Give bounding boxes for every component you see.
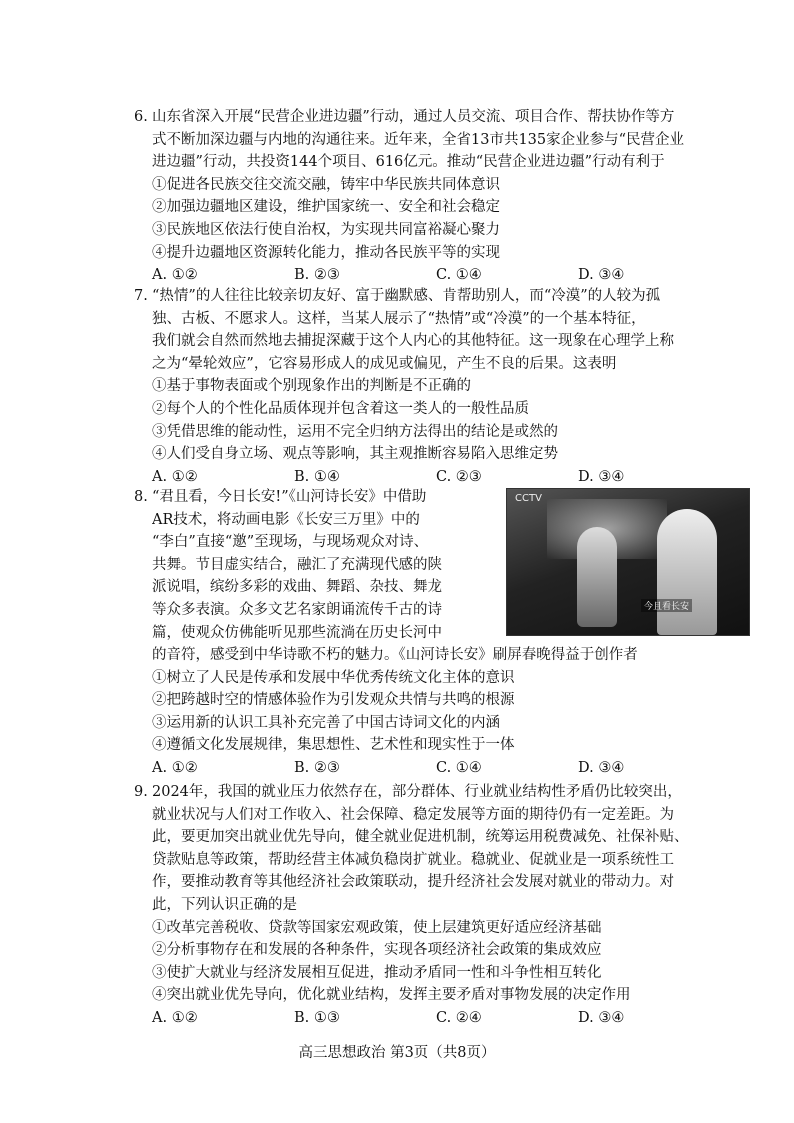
stem-line: 的音符，感受到中华诗歌不朽的魅力。《山河诗长安》刷屏春晚得益于创作者: [152, 647, 638, 663]
statement-item: ②把跨越时空的情感体验作为引发观众共情与共鸣的根源: [152, 692, 515, 709]
stem-line: 共舞。节目虚实结合，融汇了充满现代感的陕: [152, 556, 442, 573]
statement-item: ②加强边疆地区建设，维护国家统一、安全和社会稳定: [152, 199, 500, 216]
stem-line: 此，要更加突出就业优先导向，健全就业促进机制，统筹运用税费减免、社保补贴、: [152, 829, 689, 846]
option-b[interactable]: B. ②③: [294, 759, 340, 776]
tv-logo: CCTV: [515, 493, 542, 504]
stem-line: 之为“晕轮效应”，它容易形成人的成见或偏见，产生不良的后果。这表明: [152, 355, 617, 372]
option-c[interactable]: C. ②③: [436, 468, 482, 485]
option-c[interactable]: C. ①④: [436, 759, 482, 776]
photo-caption: 今且看长安: [641, 599, 692, 612]
statement-item: ①促进各民族交往交流交融，铸牢中华民族共同体意识: [152, 176, 500, 193]
stem-line: 就业状况与人们对工作收入、社会保障、稳定发展等方面的期待仍有一定差距。为: [152, 806, 674, 823]
question-7: [134, 285, 752, 488]
option-d[interactable]: D. ③④: [578, 468, 625, 485]
question-number: 9.: [134, 784, 148, 800]
statement-item: ④突出就业优先导向，优化就业结构，发挥主要矛盾对事物发展的决定作用: [152, 987, 631, 1004]
stem-line: 进边疆”行动，共投资144个项目、616亿元。推动“民营企业进边疆”行动有利于: [152, 154, 665, 171]
stem-line: 篇，使观众仿佛能听见那些流淌在历史长河中: [152, 624, 442, 641]
question-number: 7.: [134, 288, 148, 304]
stem-line: 此，下列认识正确的是: [152, 896, 297, 913]
statement-item: ④遵循文化发展规律，集思想性、艺术性和现实性于一体: [152, 737, 515, 754]
option-a[interactable]: A. ①②: [152, 468, 198, 485]
stem-line: 贷款贴息等政策，帮助经营主体减负稳岗扩就业。稳就业、促就业是一项系统性工: [152, 851, 674, 868]
statement-item: ①树立了人民是传承和发展中华优秀传统文化主体的意识: [152, 669, 515, 686]
answer-options: [152, 1007, 752, 1029]
page-footer: 高三思想政治 第3页（共8页）: [298, 1045, 496, 1061]
option-c[interactable]: C. ②④: [436, 1009, 482, 1026]
stem-line: 作，要推动教育等其他经济社会政策联动，提升经济社会发展对就业的带动力。对: [152, 874, 674, 891]
option-d[interactable]: D. ③④: [578, 759, 625, 776]
statement-item: ④提升边疆地区资源转化能力，推动各民族平等的实现: [152, 244, 500, 261]
stem-line: 式不断加深边疆与内地的沟通往来。近年来，全省13市共135家企业参与“民营企业: [152, 131, 685, 148]
performer-figure: [577, 527, 617, 627]
question-number: 6.: [134, 109, 148, 125]
stem-line: “热情”的人往往比较亲切友好、富于幽默感、肯帮助别人，而“冷漠”的人较为孤: [152, 288, 661, 304]
option-d[interactable]: D. ③④: [578, 267, 625, 284]
stem-line: 独、古板、不愿求人。这样，当某人展示了“热情”或“冷漠”的一个基本特征，: [152, 310, 646, 327]
question-number: 8.: [134, 489, 148, 505]
option-a[interactable]: A. ①②: [152, 1009, 198, 1026]
question-8-continued: [152, 644, 752, 779]
statement-item: ③凭借思维的能动性，运用不完全归纳方法得出的结论是或然的: [152, 423, 558, 440]
statement-item: ②每个人的个性化品质体现并包含着这一类人的一般性品质: [152, 400, 529, 417]
question-9: [134, 781, 752, 1029]
answer-options: [152, 264, 752, 286]
option-a[interactable]: A. ①②: [152, 267, 198, 284]
option-d[interactable]: D. ③④: [578, 1009, 625, 1026]
statement-item: ③使扩大就业与经济发展相互促进，推动矛盾同一性和斗争性相互转化: [152, 964, 602, 981]
stage-performance-photo: [506, 488, 750, 636]
option-c[interactable]: C. ①④: [436, 267, 482, 284]
stem-line: “李白”直接“邀”至现场，与现场观众对诗、: [152, 534, 429, 551]
stem-line: 山东省深入开展“民营企业进边疆”行动，通过人员交流、项目合作、帮扶协作等方: [152, 109, 675, 125]
statement-item: ③民族地区依法行使自治权，为实现共同富裕凝心聚力: [152, 221, 500, 238]
stem-line: 2024年，我国的就业压力依然存在，部分群体、行业就业结构性矛盾仍比较突出，: [152, 784, 682, 800]
stem-line: 派说唱，缤纷多彩的戏曲、舞蹈、杂技、舞龙: [152, 579, 442, 596]
option-b[interactable]: B. ①④: [294, 468, 340, 485]
stem-line: 我们就会自然而然地去捕捉深藏于这个人内心的其他特征。这一现象在心理学上称: [152, 333, 674, 350]
statement-item: ②分析事物存在和发展的各种条件，实现各项经济社会政策的集成效应: [152, 942, 602, 959]
statement-item: ④人们受自身立场、观点等影响，其主观推断容易陷入思维定势: [152, 446, 558, 463]
option-a[interactable]: A. ①②: [152, 759, 198, 776]
option-b[interactable]: B. ②③: [294, 267, 340, 284]
stem-line: 等众多表演。众多文艺名家朗诵流传千古的诗: [152, 601, 442, 618]
statement-item: ①改革完善税收、贷款等国家宏观政策，使上层建筑更好适应经济基础: [152, 919, 602, 936]
question-6: [134, 106, 752, 286]
option-b[interactable]: B. ①③: [294, 1009, 340, 1026]
answer-options: [152, 466, 752, 488]
animated-li-bai-figure: [657, 509, 717, 635]
statement-item: ③运用新的认识工具补充完善了中国古诗词文化的内涵: [152, 714, 500, 731]
stem-line: “君且看，今日长安!”《山河诗长安》中借助: [152, 489, 427, 505]
statement-item: ①基于事物表面或个别现象作出的判断是不正确的: [152, 378, 471, 395]
stem-line: AR技术，将动画电影《长安三万里》中的: [152, 511, 420, 528]
answer-options: [152, 757, 752, 779]
